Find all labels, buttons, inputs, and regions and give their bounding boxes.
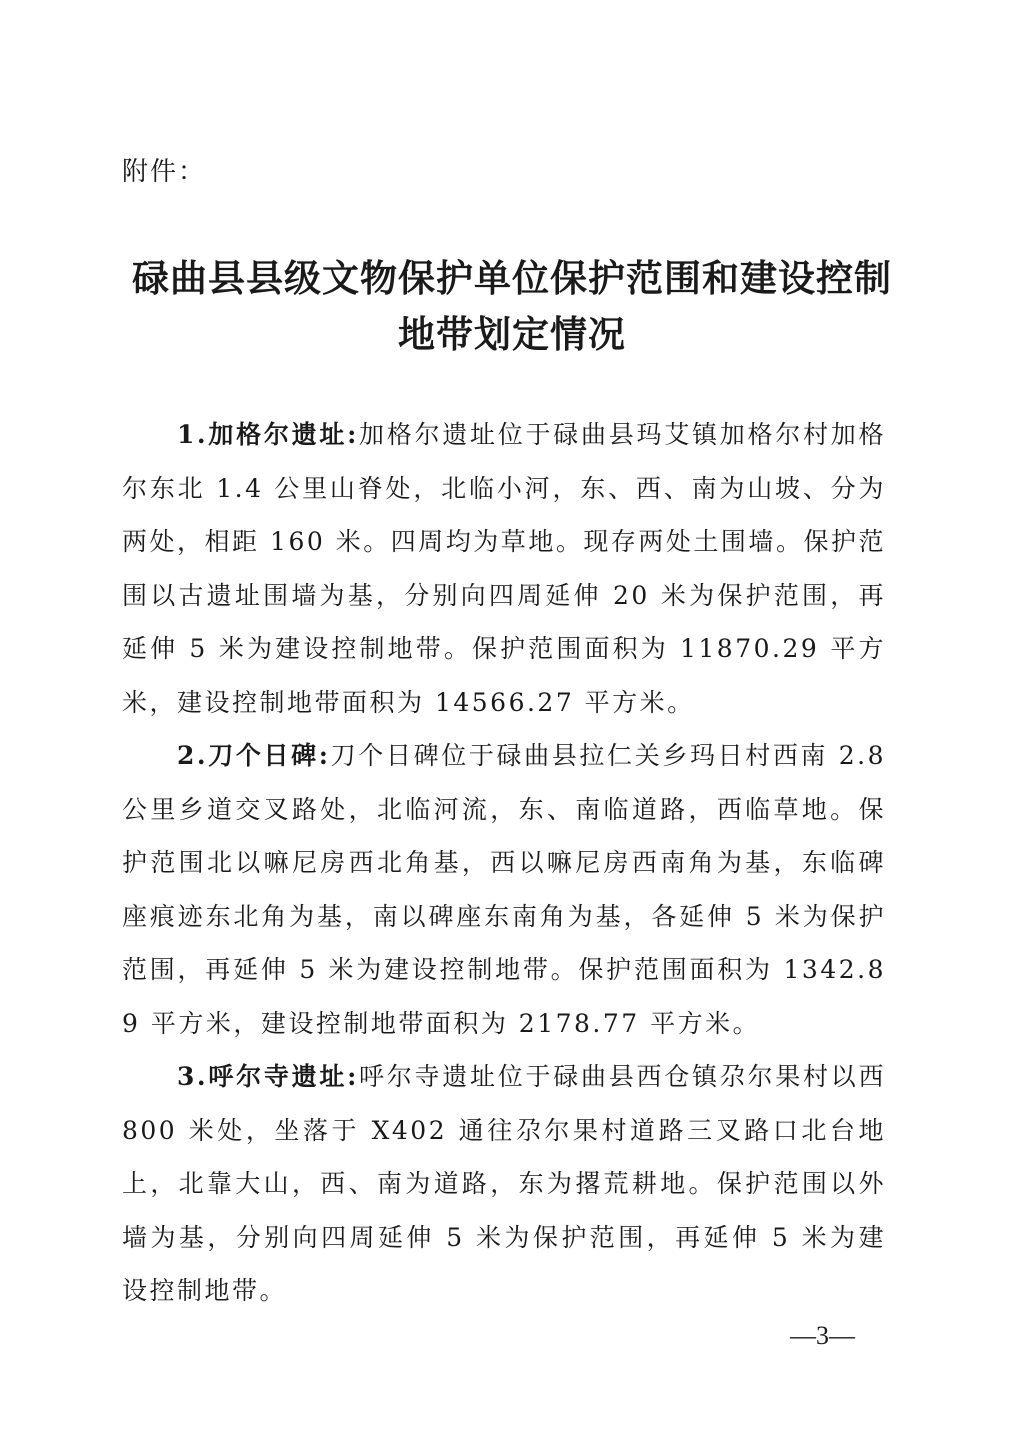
document-title-line-2: 地带划定情况 bbox=[398, 312, 626, 356]
section-heading-1: 1.加格尔遗址: bbox=[177, 420, 359, 449]
document-title-line-1: 碌曲县县级文物保护单位保护范围和建设控制 bbox=[132, 256, 892, 300]
section-text-1: 加格尔遗址位于碌曲县玛艾镇加格尔村加格尔东北 1.4 公里山脊处，北临小河，东、西、南为山坡、分为两处，相距 160 米。四周均为草地。现存两处土围墙。保护范围以古遗址围墙为基，分别向四周延伸 20 米为保护范围，再延伸 5 米为建设控制地带。保护范围面积为 11870.29 平方米，建设控制地带面积为 14566.27 平方米。 bbox=[122, 420, 886, 717]
page-number: —3— bbox=[790, 1321, 855, 1350]
section-paragraph-1 bbox=[122, 408, 886, 729]
section-text-3: 呼尔寺遗址位于碌曲县西仓镇尕尔果村以西 800 米处，坐落于 X402 通往尕尔果村道路三叉路口北台地上，北靠大山，西、南为道路，东为撂荒耕地。保护范围以外墙为基，分别向四周延伸 5 米为保护范围，再延伸 5 米为建设控制地带。 bbox=[122, 1062, 886, 1305]
section-paragraph-3 bbox=[122, 1050, 886, 1318]
section-heading-3: 3.呼尔寺遗址: bbox=[177, 1062, 359, 1091]
document-title bbox=[100, 250, 924, 362]
attachment-label: 附件： bbox=[122, 157, 207, 187]
section-text-2: 刀个日碑位于碌曲县拉仁关乡玛日村西南 2.8 公里乡道交叉路处，北临河流，东、南临道路，西临草地。保护范围北以嘛尼房西北角基，西以嘛尼房西南角为基，东临碑座痕迹东北角为基，南以碑座东南角为基，各延伸 5 米为保护范围，再延伸 5 米为建设控制地带。保护范围面积为 1342.89 平方米，建设控制地带面积为 2178.77 平方米。 bbox=[122, 741, 887, 1038]
section-paragraph-2 bbox=[122, 729, 886, 1050]
document-body bbox=[122, 408, 886, 1318]
section-heading-2: 2.刀个日碑: bbox=[177, 741, 331, 770]
